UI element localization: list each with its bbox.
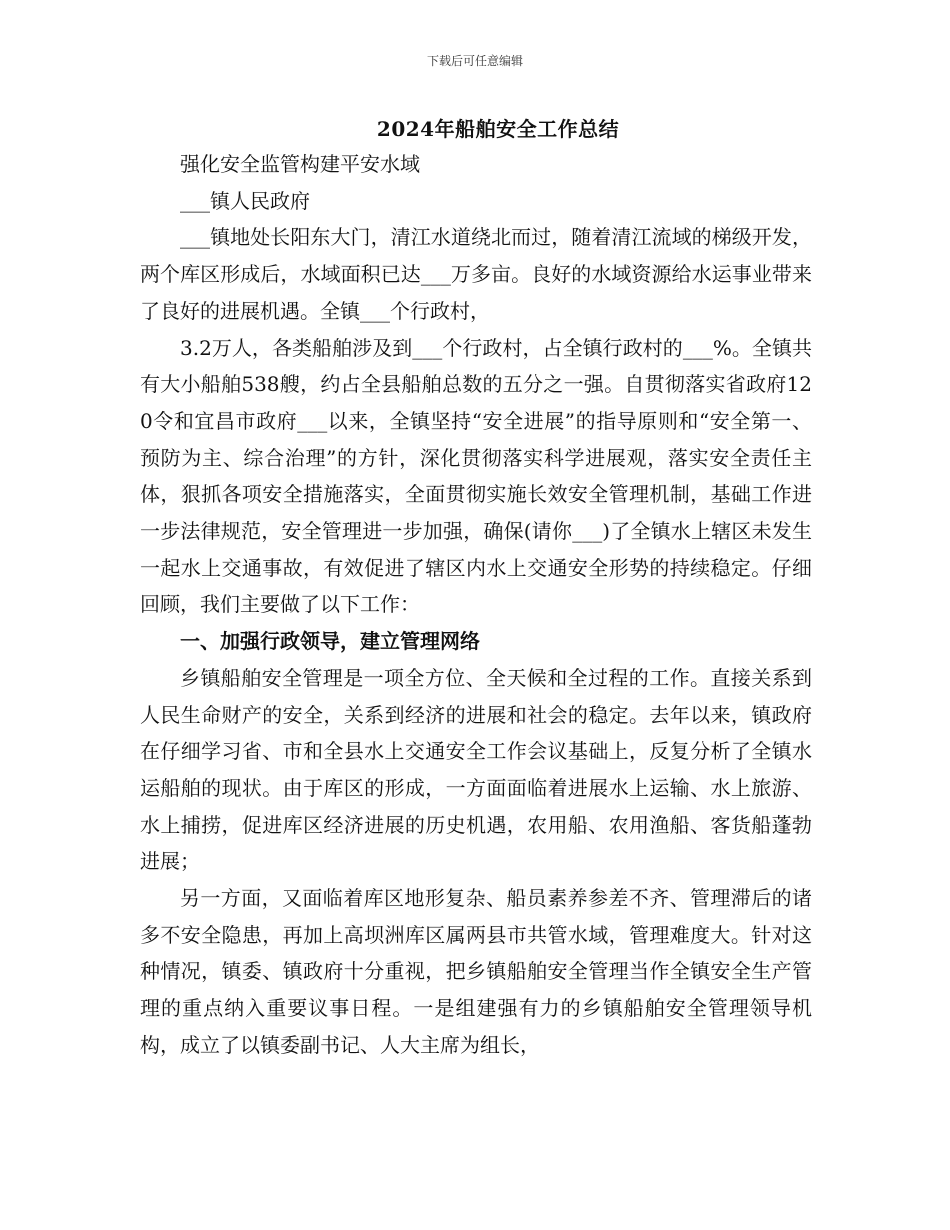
body-paragraph: ___镇人民政府 — [180, 188, 310, 213]
body-paragraph: 强化安全监管构建平安水域 — [180, 152, 420, 176]
body-paragraph: 3.2万人，各类船舶涉及到___个行政村，占全镇行政村的___%。全镇共有大小船舶538艘，约占全县船舶总数的五分之一强。自贯彻落实省政府120令和宜昌市政府___以来，全镇坚持“安全进展”的指导原则和“安全第一、预防为主、综合治理”的方针，深化贯彻落实科学进展观，落实安全责任主体，狠抓各项安全措施落实，全面贯彻实施长效安全管理机制，基础工作进一步法律规范，安全管理进一步加强，确保(请你___)了全镇水上辖区未发生一起水上交通事故，有效促进了辖区内水上交通安全形势的持续稳定。仔细回顾，我们主要做了以下工作： — [140, 335, 812, 617]
body-paragraph: 乡镇船舶安全管理是一项全方位、全天候和全过程的工作。直接关系到人民生命财产的安全，关系到经济的进展和社会的稳定。去年以来，镇政府在仔细学习省、市和全县水上交通安全工作会议基础上，反复分析了全镇水运船舶的现状。由于库区的形成，一方面面临着进展水上运输、水上旅游、水上捕捞，促进库区经济进展的历史机遇，农用船、农用渔船、客货船蓬勃进展； — [140, 665, 812, 874]
body-paragraph: 另一方面，又面临着库区地形复杂、船员素养参差不齐、管理滞后的诸多不安全隐患，再加上高坝洲库区属两县市共管水域，管理难度大。针对这种情况，镇委、镇政府十分重视，把乡镇船舶安全管理当作全镇安全生产管理的重点纳入重要议事日程。一是组建强有力的乡镇船舶安全管理领导机构，成立了以镇委副书记、人大主席为组长， — [140, 886, 812, 1057]
body-paragraph: ___镇地处长阳东大门，清江水道绕北而过，随着清江流域的梯级开发，两个库区形成后，水域面积已达___万多亩。良好的水域资源给水运事业带来了良好的进展机遇。全镇___个行政村， — [140, 225, 812, 323]
header-note: 下载后可任意编辑 — [426, 54, 523, 68]
document-title: 2024年船舶安全工作总结 — [376, 117, 620, 141]
section-heading: 一、加强行政领导，建立管理网络 — [180, 629, 480, 654]
document-body — [140, 146, 812, 1064]
